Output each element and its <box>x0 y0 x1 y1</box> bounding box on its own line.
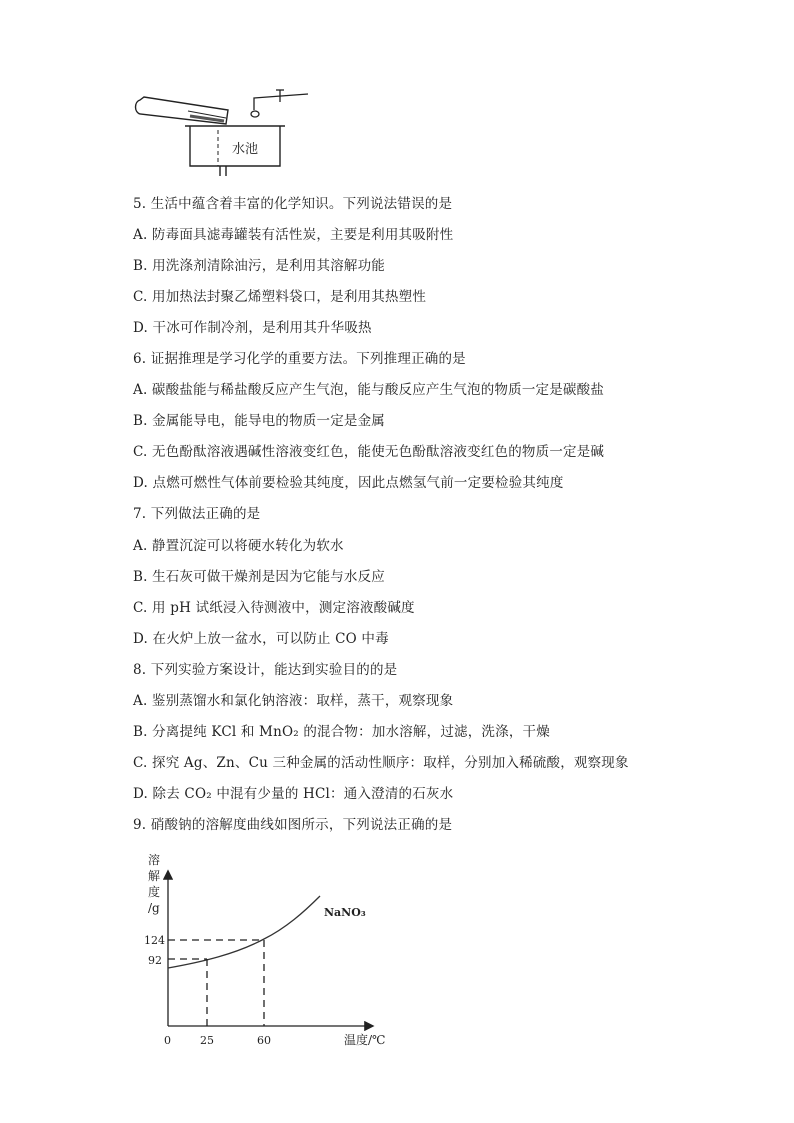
question-6-option-c: C. 无色酚酞溶液遇碱性溶液变红色，能使无色酚酞溶液变红色的物质一定是碱 <box>133 444 605 460</box>
x-axis-label: 温度/℃ <box>344 1033 386 1047</box>
y-tick-92: 92 <box>148 954 162 967</box>
x-tick-60: 60 <box>257 1034 271 1047</box>
test-tube <box>136 97 229 124</box>
nano3-curve <box>168 896 320 968</box>
question-8-option-c: C. 探究 Ag、Zn、Cu 三种金属的活动性顺序：取样，分别加入稀硫酸，观察现象 <box>133 755 629 771</box>
question-8-stem: 8. 下列实验方案设计，能达到实验目的的是 <box>133 662 398 678</box>
question-9-stem: 9. 硝酸钠的溶解度曲线如图所示，下列说法正确的是 <box>133 817 453 833</box>
question-8-option-a: A. 鉴别蒸馏水和氯化钠溶液：取样，蒸干，观察现象 <box>133 693 454 709</box>
question-6-option-b: B. 金属能导电，能导电的物质一定是金属 <box>133 413 386 429</box>
question-7-option-a: A. 静置沉淀可以将硬水转化为软水 <box>133 538 344 554</box>
guide-lines <box>168 940 264 1026</box>
question-5-option-c: C. 用加热法封聚乙烯塑料袋口，是利用其热塑性 <box>133 289 427 305</box>
question-5-option-a: A. 防毒面具滤毒罐装有活性炭，主要是利用其吸附性 <box>133 227 454 243</box>
question-5-option-d: D. 干冰可作制冷剂，是利用其升华吸热 <box>133 320 372 336</box>
question-8-option-b: B. 分离提纯 KCl 和 MnO₂ 的混合物：加水溶解，过滤，洗涤，干燥 <box>133 724 550 740</box>
question-5-stem: 5. 生活中蕴含着丰富的化学知识。下列说法错误的是 <box>133 196 453 212</box>
y-axis-label-char-2: 解 <box>148 869 161 883</box>
y-axis-label-char-3: 度 <box>148 885 161 899</box>
apparatus-figure <box>130 80 320 180</box>
origin-label: 0 <box>164 1034 171 1047</box>
question-7-option-b: B. 生石灰可做干燥剂是因为它能与水反应 <box>133 569 386 585</box>
question-8-option-d: D. 除去 CO₂ 中混有少量的 HCl：通入澄清的石灰水 <box>133 786 454 802</box>
question-6-option-a: A. 碳酸盐能与稀盐酸反应产生气泡，能与酸反应产生气泡的物质一定是碳酸盐 <box>133 382 605 398</box>
y-axis-label-char-1: 溶 <box>148 853 161 867</box>
x-tick-25: 25 <box>200 1034 214 1047</box>
question-7-stem: 7. 下列做法正确的是 <box>133 506 261 522</box>
drip-tube <box>251 90 308 117</box>
basin-label: 水池 <box>232 142 259 157</box>
y-tick-124: 124 <box>144 934 165 947</box>
y-axis-label-char-4: /g <box>148 901 160 915</box>
curve-label: NaNO₃ <box>324 906 366 919</box>
question-7-option-c: C. 用 pH 试纸浸入待测液中，测定溶液酸碱度 <box>133 600 415 616</box>
solubility-figure <box>140 850 400 1060</box>
question-7-option-d: D. 在火炉上放一盆水，可以防止 CO 中毒 <box>133 631 389 647</box>
question-6-option-d: D. 点燃可燃性气体前要检验其纯度，因此点燃氢气前一定要检验其纯度 <box>133 475 564 491</box>
question-5-option-b: B. 用洗涤剂清除油污，是利用其溶解功能 <box>133 258 386 274</box>
question-6-stem: 6. 证据推理是学习化学的重要方法。下列推理正确的是 <box>133 351 466 367</box>
